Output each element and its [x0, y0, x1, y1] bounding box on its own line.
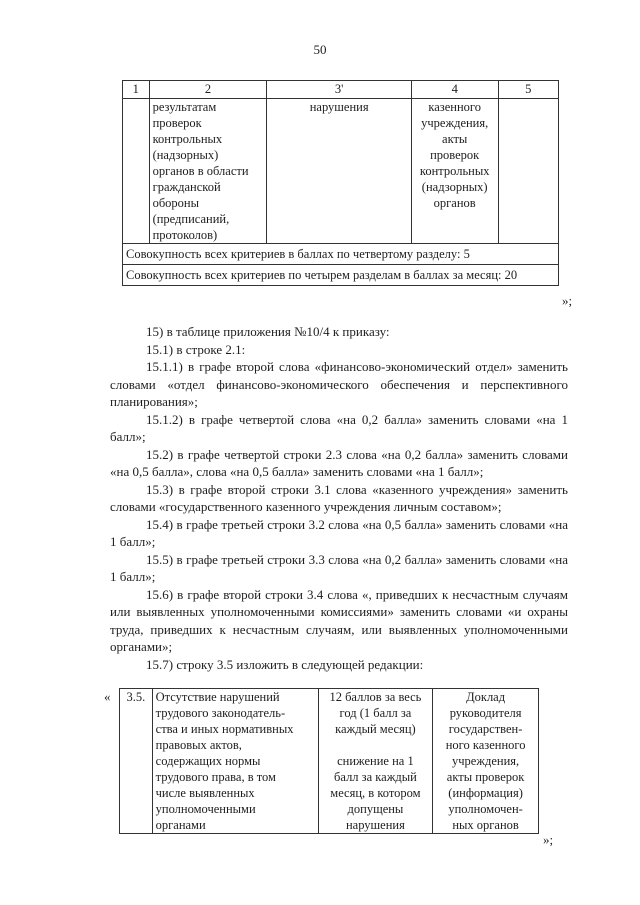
amendment-text	[110, 323, 568, 673]
documents-cell: Доклад руководителя государствен- ного казенного учреждения, акты проверок (информация) уполномочен- ных органов	[433, 689, 539, 834]
header-col-2: 2	[149, 81, 267, 99]
header-col-4: 4	[411, 81, 498, 99]
header-col-3: 3'	[267, 81, 411, 99]
score-cell: 12 баллов за весь год (1 балл за каждый месяц) снижение на 1 балл за каждый месяц, в котором допущены нарушения	[318, 689, 433, 834]
paragraph-15-4: 15.4) в графе третьей строки 3.2 слова «на 0,5 балла» заменить словами «на 1 балл»;	[110, 516, 568, 549]
cell-col-2: результатам проверок контрольных (надзорных) органов в области гражданской обороны (предписаний, протоколов)	[149, 99, 267, 244]
total-month-text: Совокупность всех критериев по четырем разделам в баллах за месяц: 20	[123, 265, 559, 286]
cell-col-4: казенного учреждения, акты проверок контрольных (надзорных) органов	[411, 99, 498, 244]
paragraph-15-7: 15.7) строку 3.5 изложить в следующей редакции:	[146, 656, 424, 672]
bottom-table-closing-quote: »;	[543, 832, 554, 847]
table-header-row	[123, 81, 559, 99]
bottom-table-open-quote: «	[104, 689, 111, 704]
page-number: 50	[313, 42, 327, 57]
header-col-5: 5	[498, 81, 558, 99]
header-col-1: 1	[123, 81, 150, 99]
row-3-5-table	[119, 688, 539, 834]
paragraph-15-3: 15.3) в графе второй строки 3.1 слова «казенного учреждения» заменить словами «государственного казенного учреждения личным составом»;	[110, 481, 568, 514]
cell-col-3: нарушения	[267, 99, 411, 244]
row-number: 3.5.	[120, 689, 153, 834]
paragraph-15-2: 15.2) в графе четвертой строки 2.3 слова «на 0,2 балла» заменить словами «на 0,5 балла», слова «на 0,5 балла» заменить словами «на 1 балл»;	[110, 446, 568, 479]
paragraph-15-1-1: 15.1.1) в графе второй слова «финансово-экономический отдел» заменить словами «отдел финансово-экономического обеспечения и перспективного планирования»;	[110, 359, 568, 409]
paragraph-15-5: 15.5) в графе третьей строки 3.3 слова «на 0,2 балла» заменить словами «на 1 балл»;	[110, 551, 568, 584]
paragraph-15-1-2: 15.1.2) в графе четвертой слова «на 0,2 балла» заменить словами «на 1 балл»;	[110, 411, 568, 444]
cell-col-5	[498, 99, 558, 244]
paragraph-15-6: 15.6) в графе второй строки 3.4 слова «, приведших к несчастным случаям или выявленных уполномоченными комиссиями» заменить словами «и охраны труда, приведших к несчастным случаям, или выявленных уполномоченными органами»;	[110, 586, 568, 654]
total-section-text: Совокупность всех критериев в баллах по четвертому разделу: 5	[123, 244, 559, 265]
top-table-closing-quote: »;	[562, 293, 573, 308]
paragraph-15-1: 15.1) в строке 2.1:	[146, 341, 246, 357]
criteria-table-continued	[122, 80, 559, 286]
table-row	[123, 99, 559, 244]
criterion-cell: Отсутствие нарушений трудового законодатель- ства и иных нормативных правовых актов, содержащих нормы трудового права, в том числе выявленных уполномоченными органами	[152, 689, 318, 834]
total-month-row	[123, 265, 559, 286]
paragraph-15: 15) в таблице приложения №10/4 к приказу:	[146, 324, 390, 339]
total-section-row	[123, 244, 559, 265]
table-row	[120, 689, 539, 834]
cell-col-1	[123, 99, 150, 244]
